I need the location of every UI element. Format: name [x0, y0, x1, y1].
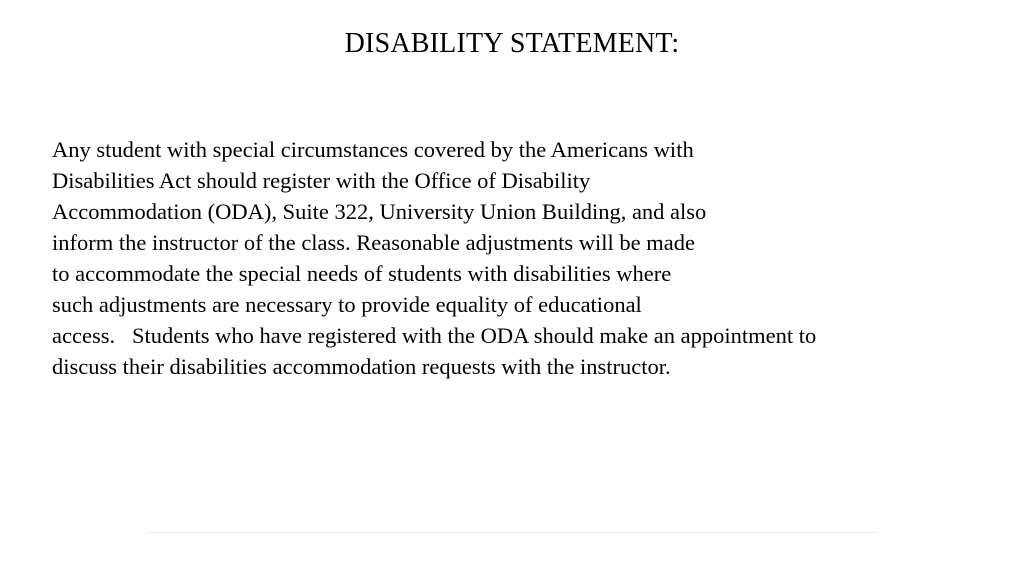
- body-line-1: Any student with special circumstances covered by the Americans with: [52, 137, 694, 162]
- disability-statement-body: [52, 134, 992, 382]
- slide-title: DISABILITY STATEMENT:: [344, 28, 680, 59]
- body-line-5: to accommodate the special needs of students with disabilities where: [52, 261, 672, 286]
- body-line-6: such adjustments are necessary to provide equality of educational: [52, 292, 642, 317]
- body-line-7: access. Students who have registered with the ODA should make an appointment to: [52, 323, 817, 348]
- body-line-2: Disabilities Act should register with the Office of Disability: [52, 168, 591, 193]
- footer-divider: [146, 532, 876, 533]
- body-line-4: inform the instructor of the class. Reasonable adjustments will be made: [52, 230, 695, 255]
- body-line-3: Accommodation (ODA), Suite 322, University Union Building, and also: [52, 199, 707, 224]
- body-line-8: discuss their disabilities accommodation requests with the instructor.: [52, 354, 671, 379]
